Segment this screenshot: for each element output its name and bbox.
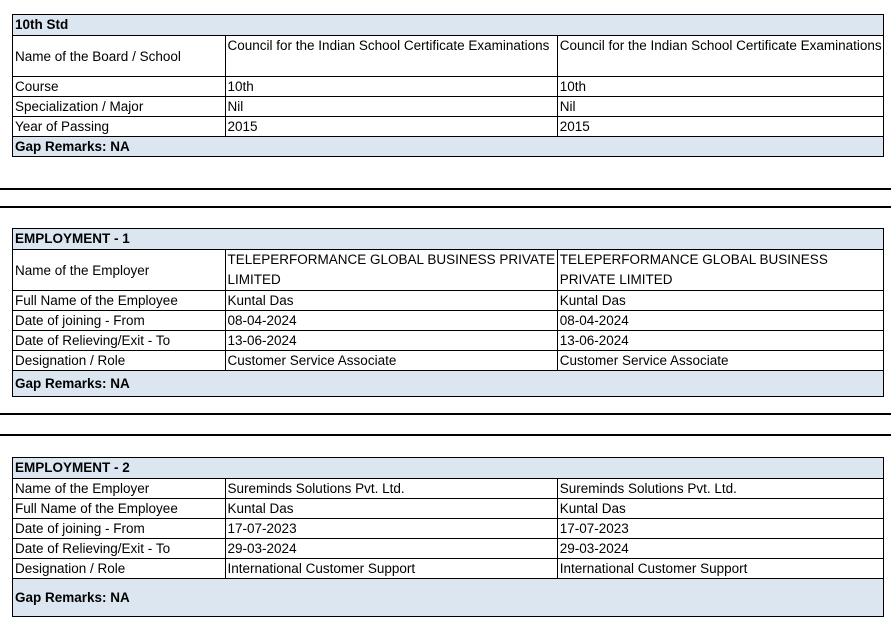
- employment-1-table: [12, 228, 884, 397]
- row-label: Date of joining - From: [13, 519, 226, 538]
- row-value-1: 13-06-2024: [226, 331, 558, 350]
- row-value-1: Kuntal Das: [226, 499, 558, 518]
- education-header: 10th Std: [13, 15, 883, 36]
- row-value-1: Kuntal Das: [226, 291, 558, 310]
- row-value-1: Sureminds Solutions Pvt. Ltd.: [226, 479, 558, 498]
- row-value-2: Sureminds Solutions Pvt. Ltd.: [559, 481, 737, 496]
- table-row: [13, 291, 883, 311]
- table-row: [13, 331, 883, 351]
- row-value-2: 29-03-2024: [559, 541, 629, 556]
- row-value-1: 17-07-2023: [226, 519, 558, 538]
- row-label: Designation / Role: [13, 559, 226, 578]
- row-value-1: International Customer Support: [226, 559, 558, 578]
- row-label: Designation / Role: [13, 351, 226, 370]
- row-value-1: Nil: [226, 97, 558, 116]
- row-value-2: 2015: [559, 119, 590, 134]
- table-row: [13, 250, 883, 291]
- row-value-2: International Customer Support: [559, 561, 748, 576]
- row-label: Specialization / Major: [13, 97, 226, 116]
- row-value-1: 2015: [226, 117, 558, 136]
- row-label: Full Name of the Employee: [13, 499, 226, 518]
- row-label: Name of the Board / School: [13, 36, 226, 76]
- row-value-2: 13-06-2024: [559, 333, 629, 348]
- row-label: Date of Relieving/Exit - To: [13, 539, 226, 558]
- row-value-2: 10th: [559, 79, 587, 94]
- table-row: [13, 499, 883, 519]
- row-label: Year of Passing: [13, 117, 226, 136]
- row-value-2: TELEPERFORMANCE GLOBAL BUSINESS PRIVATE LIMITED: [559, 252, 828, 287]
- table-row: [13, 36, 883, 77]
- gap-remarks: Gap Remarks: NA: [13, 371, 883, 396]
- gap-remarks: Gap Remarks: NA: [13, 137, 883, 156]
- employment-2-header: EMPLOYMENT - 2: [13, 458, 883, 479]
- row-value-2: Council for the Indian School Certificate Examinations: [559, 38, 882, 53]
- gap-remarks: Gap Remarks: NA: [13, 579, 883, 616]
- row-label: Name of the Employer: [13, 250, 226, 290]
- table-row: [13, 97, 883, 117]
- table-row: [13, 559, 883, 579]
- employment-2-table: [12, 457, 884, 617]
- row-value-2: Kuntal Das: [559, 501, 626, 516]
- table-row: [13, 351, 883, 371]
- row-label: Full Name of the Employee: [13, 291, 226, 310]
- row-value-1: TELEPERFORMANCE GLOBAL BUSINESS PRIVATE LIMITED: [226, 250, 558, 290]
- row-value-2: Customer Service Associate: [559, 353, 729, 368]
- row-value-2: 17-07-2023: [559, 521, 629, 536]
- table-row: [13, 77, 883, 97]
- education-table: [12, 14, 884, 157]
- row-value-1: Customer Service Associate: [226, 351, 558, 370]
- table-row: [13, 311, 883, 331]
- row-value-1: 10th: [226, 77, 558, 96]
- table-row: [13, 539, 883, 559]
- table-row: [13, 519, 883, 539]
- row-label: Date of joining - From: [13, 311, 226, 330]
- row-value-1: 29-03-2024: [226, 539, 558, 558]
- row-label: Course: [13, 77, 226, 96]
- table-row: [13, 479, 883, 499]
- divider-line: [0, 206, 891, 208]
- row-label: Name of the Employer: [13, 479, 226, 498]
- row-label: Date of Relieving/Exit - To: [13, 331, 226, 350]
- row-value-2: Kuntal Das: [559, 293, 626, 308]
- row-value-2: Nil: [559, 99, 576, 114]
- divider-line: [0, 188, 891, 190]
- row-value-1: 08-04-2024: [226, 311, 558, 330]
- row-value-2: 08-04-2024: [559, 313, 629, 328]
- divider-line: [0, 434, 891, 436]
- divider-line: [0, 413, 891, 415]
- employment-1-header: EMPLOYMENT - 1: [13, 229, 883, 250]
- row-value-1: Council for the Indian School Certificate Examinations: [226, 36, 558, 76]
- table-row: [13, 117, 883, 137]
